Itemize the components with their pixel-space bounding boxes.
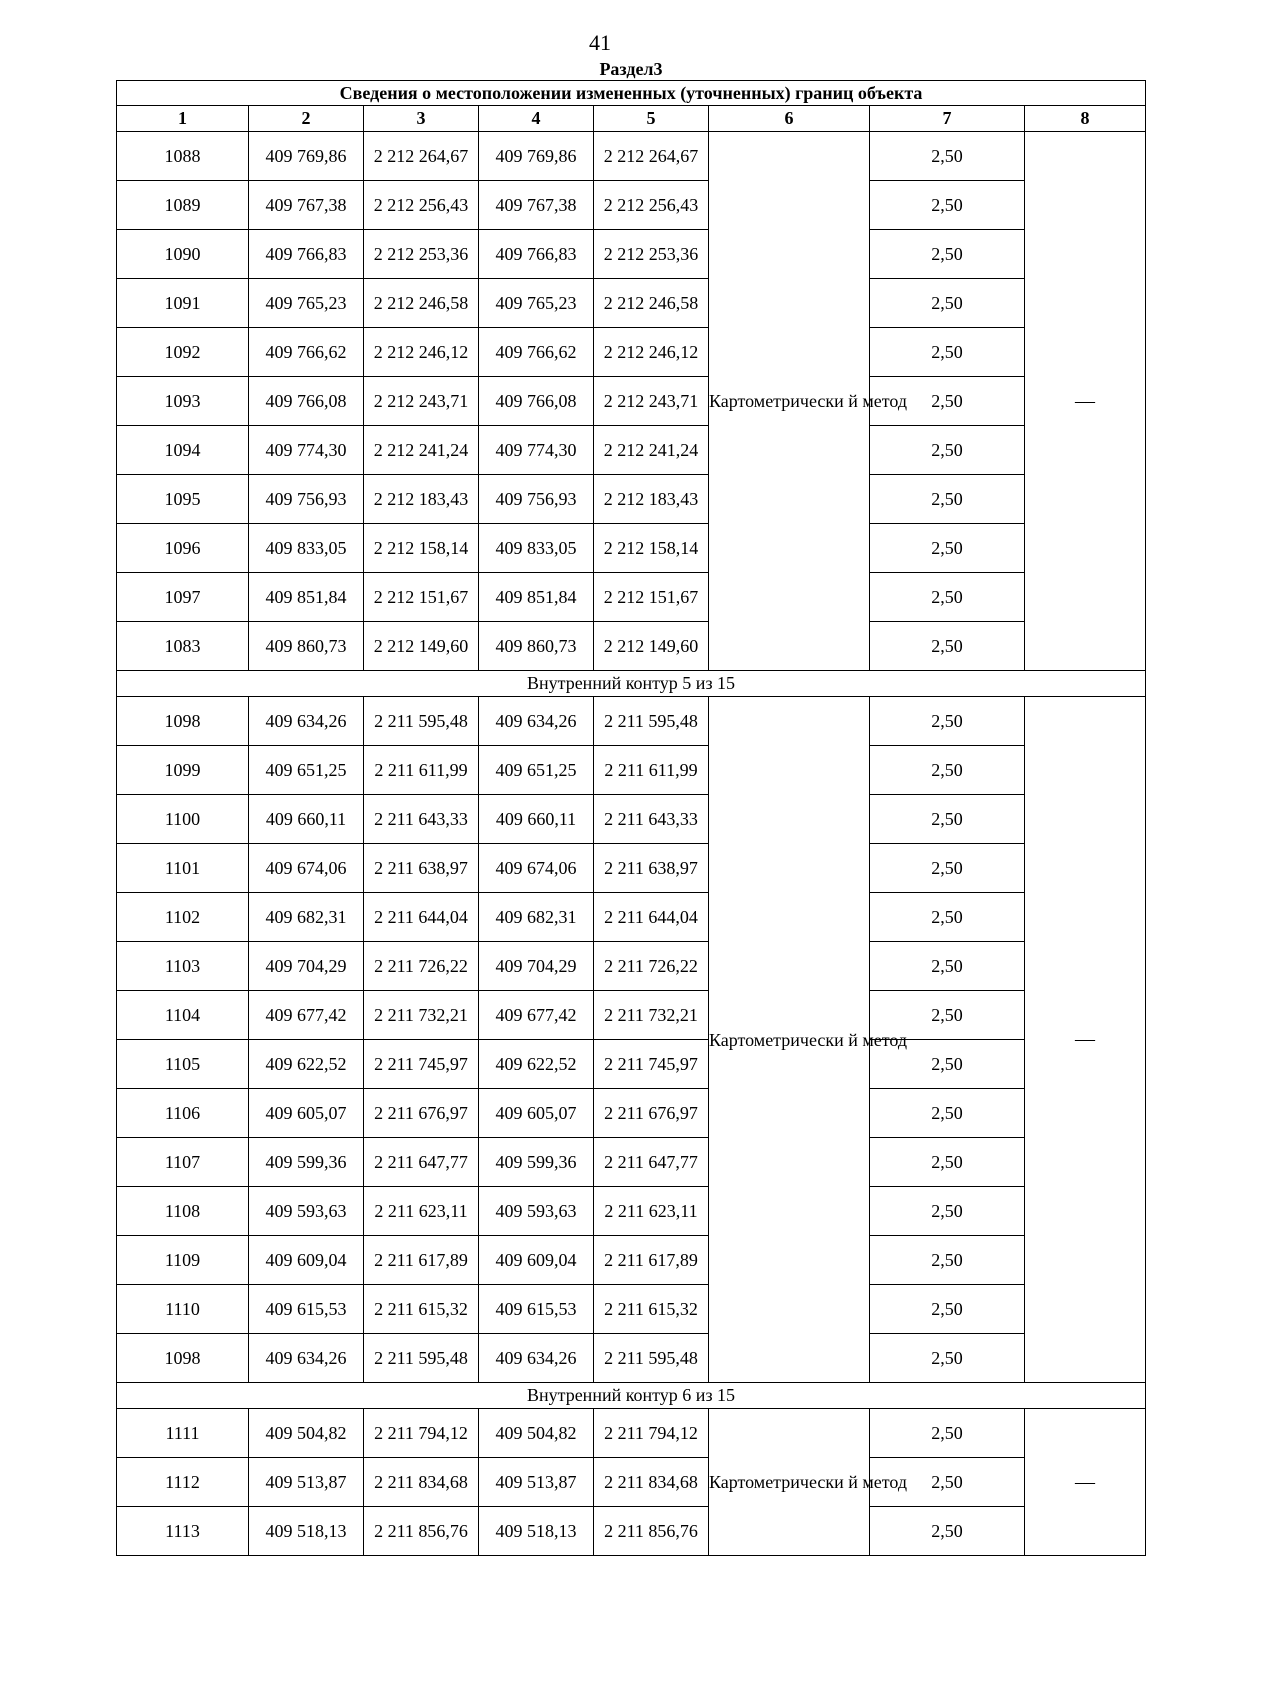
table-row <box>117 1040 1146 1089</box>
table-row <box>117 1138 1146 1187</box>
boundary-coordinates-table <box>116 80 1146 1556</box>
x-existing-cell: 409 677,42 <box>249 991 364 1040</box>
method-cell: Картометрически й метод <box>709 1409 870 1556</box>
table-row <box>117 795 1146 844</box>
contour-header-row <box>117 671 1146 697</box>
accuracy-cell: 2,50 <box>870 181 1025 230</box>
table-row <box>117 697 1146 746</box>
column-number-row <box>117 106 1146 132</box>
table-row <box>117 573 1146 622</box>
point-number-cell: 1095 <box>117 475 249 524</box>
accuracy-cell: 2,50 <box>870 377 1025 426</box>
x-new-cell: 409 766,08 <box>479 377 594 426</box>
accuracy-cell: 2,50 <box>870 1409 1025 1458</box>
x-new-cell: 409 634,26 <box>479 697 594 746</box>
table-body <box>117 132 1146 1556</box>
y-new-cell: 2 212 183,43 <box>594 475 709 524</box>
table-row <box>117 1409 1146 1458</box>
column-number-6: 6 <box>709 106 870 132</box>
y-existing-cell: 2 212 243,71 <box>364 377 479 426</box>
x-new-cell: 409 622,52 <box>479 1040 594 1089</box>
table-row <box>117 426 1146 475</box>
accuracy-cell: 2,50 <box>870 1507 1025 1556</box>
point-number-cell: 1104 <box>117 991 249 1040</box>
x-existing-cell: 409 674,06 <box>249 844 364 893</box>
point-number-cell: 1090 <box>117 230 249 279</box>
y-existing-cell: 2 211 623,11 <box>364 1187 479 1236</box>
column-number-5: 5 <box>594 106 709 132</box>
x-new-cell: 409 593,63 <box>479 1187 594 1236</box>
point-number-cell: 1099 <box>117 746 249 795</box>
y-new-cell: 2 211 644,04 <box>594 893 709 942</box>
column-number-7: 7 <box>870 106 1025 132</box>
y-existing-cell: 2 211 595,48 <box>364 1334 479 1383</box>
y-existing-cell: 2 212 158,14 <box>364 524 479 573</box>
x-new-cell: 409 774,30 <box>479 426 594 475</box>
x-new-cell: 409 704,29 <box>479 942 594 991</box>
table-row <box>117 1236 1146 1285</box>
x-existing-cell: 409 851,84 <box>249 573 364 622</box>
table-row <box>117 377 1146 426</box>
x-new-cell: 409 609,04 <box>479 1236 594 1285</box>
accuracy-cell: 2,50 <box>870 697 1025 746</box>
y-existing-cell: 2 212 246,58 <box>364 279 479 328</box>
y-existing-cell: 2 211 615,32 <box>364 1285 479 1334</box>
x-new-cell: 409 504,82 <box>479 1409 594 1458</box>
y-new-cell: 2 211 745,97 <box>594 1040 709 1089</box>
table-row <box>117 844 1146 893</box>
accuracy-cell: 2,50 <box>870 746 1025 795</box>
x-existing-cell: 409 651,25 <box>249 746 364 795</box>
accuracy-cell: 2,50 <box>870 1236 1025 1285</box>
table-row <box>117 1458 1146 1507</box>
y-existing-cell: 2 211 638,97 <box>364 844 479 893</box>
note-cell: — <box>1025 1409 1146 1556</box>
column-number-4: 4 <box>479 106 594 132</box>
table-row <box>117 475 1146 524</box>
x-new-cell: 409 765,23 <box>479 279 594 328</box>
x-existing-cell: 409 634,26 <box>249 1334 364 1383</box>
y-new-cell: 2 211 726,22 <box>594 942 709 991</box>
y-existing-cell: 2 211 726,22 <box>364 942 479 991</box>
y-new-cell: 2 211 615,32 <box>594 1285 709 1334</box>
y-new-cell: 2 211 595,48 <box>594 697 709 746</box>
column-number-8: 8 <box>1025 106 1146 132</box>
accuracy-cell: 2,50 <box>870 132 1025 181</box>
x-new-cell: 409 513,87 <box>479 1458 594 1507</box>
y-existing-cell: 2 211 611,99 <box>364 746 479 795</box>
contour-label: Внутренний контур 5 из 15 <box>117 671 1146 697</box>
column-number-1: 1 <box>117 106 249 132</box>
table-row <box>117 622 1146 671</box>
y-existing-cell: 2 212 149,60 <box>364 622 479 671</box>
y-new-cell: 2 212 149,60 <box>594 622 709 671</box>
point-number-cell: 1111 <box>117 1409 249 1458</box>
y-new-cell: 2 212 246,58 <box>594 279 709 328</box>
x-existing-cell: 409 599,36 <box>249 1138 364 1187</box>
x-existing-cell: 409 767,38 <box>249 181 364 230</box>
y-existing-cell: 2 212 253,36 <box>364 230 479 279</box>
note-cell: — <box>1025 132 1146 671</box>
point-number-cell: 1100 <box>117 795 249 844</box>
point-number-cell: 1091 <box>117 279 249 328</box>
point-number-cell: 1107 <box>117 1138 249 1187</box>
point-number-cell: 1110 <box>117 1285 249 1334</box>
y-new-cell: 2 212 246,12 <box>594 328 709 377</box>
table-row <box>117 279 1146 328</box>
x-existing-cell: 409 766,62 <box>249 328 364 377</box>
point-number-cell: 1098 <box>117 697 249 746</box>
x-new-cell: 409 674,06 <box>479 844 594 893</box>
accuracy-cell: 2,50 <box>870 328 1025 377</box>
y-existing-cell: 2 211 745,97 <box>364 1040 479 1089</box>
accuracy-cell: 2,50 <box>870 844 1025 893</box>
y-existing-cell: 2 211 732,21 <box>364 991 479 1040</box>
x-new-cell: 409 651,25 <box>479 746 594 795</box>
point-number-cell: 1113 <box>117 1507 249 1556</box>
section-label: Раздел3 <box>599 59 663 79</box>
point-number-cell: 1088 <box>117 132 249 181</box>
accuracy-cell: 2,50 <box>870 1138 1025 1187</box>
point-number-cell: 1092 <box>117 328 249 377</box>
accuracy-cell: 2,50 <box>870 1089 1025 1138</box>
x-new-cell: 409 851,84 <box>479 573 594 622</box>
point-number-cell: 1097 <box>117 573 249 622</box>
y-existing-cell: 2 211 856,76 <box>364 1507 479 1556</box>
table-caption: Сведения о местоположении измененных (уточненных) границ объекта <box>117 81 1146 106</box>
x-new-cell: 409 769,86 <box>479 132 594 181</box>
y-new-cell: 2 212 256,43 <box>594 181 709 230</box>
point-number-cell: 1096 <box>117 524 249 573</box>
x-new-cell: 409 605,07 <box>479 1089 594 1138</box>
x-existing-cell: 409 769,86 <box>249 132 364 181</box>
y-existing-cell: 2 211 644,04 <box>364 893 479 942</box>
accuracy-cell: 2,50 <box>870 991 1025 1040</box>
x-existing-cell: 409 682,31 <box>249 893 364 942</box>
y-existing-cell: 2 211 676,97 <box>364 1089 479 1138</box>
table-row <box>117 1285 1146 1334</box>
y-new-cell: 2 212 151,67 <box>594 573 709 622</box>
point-number-cell: 1094 <box>117 426 249 475</box>
y-new-cell: 2 211 647,77 <box>594 1138 709 1187</box>
x-existing-cell: 409 756,93 <box>249 475 364 524</box>
x-existing-cell: 409 518,13 <box>249 1507 364 1556</box>
contour-label: Внутренний контур 6 из 15 <box>117 1383 1146 1409</box>
x-existing-cell: 409 860,73 <box>249 622 364 671</box>
y-existing-cell: 2 211 834,68 <box>364 1458 479 1507</box>
accuracy-cell: 2,50 <box>870 230 1025 279</box>
point-number-cell: 1105 <box>117 1040 249 1089</box>
table-row <box>117 942 1146 991</box>
point-number-cell: 1102 <box>117 893 249 942</box>
table-row <box>117 1089 1146 1138</box>
x-existing-cell: 409 504,82 <box>249 1409 364 1458</box>
accuracy-cell: 2,50 <box>870 1334 1025 1383</box>
y-new-cell: 2 211 623,11 <box>594 1187 709 1236</box>
column-number-3: 3 <box>364 106 479 132</box>
y-existing-cell: 2 212 246,12 <box>364 328 479 377</box>
accuracy-cell: 2,50 <box>870 942 1025 991</box>
point-number-cell: 1106 <box>117 1089 249 1138</box>
table-row <box>117 1507 1146 1556</box>
y-existing-cell: 2 212 183,43 <box>364 475 479 524</box>
point-number-cell: 1103 <box>117 942 249 991</box>
table-row <box>117 1334 1146 1383</box>
accuracy-cell: 2,50 <box>870 795 1025 844</box>
table-row <box>117 132 1146 181</box>
y-new-cell: 2 212 264,67 <box>594 132 709 181</box>
accuracy-cell: 2,50 <box>870 1285 1025 1334</box>
x-new-cell: 409 677,42 <box>479 991 594 1040</box>
x-existing-cell: 409 622,52 <box>249 1040 364 1089</box>
x-new-cell: 409 860,73 <box>479 622 594 671</box>
y-existing-cell: 2 211 647,77 <box>364 1138 479 1187</box>
y-existing-cell: 2 212 264,67 <box>364 132 479 181</box>
y-new-cell: 2 211 856,76 <box>594 1507 709 1556</box>
x-new-cell: 409 615,53 <box>479 1285 594 1334</box>
table-row <box>117 746 1146 795</box>
y-new-cell: 2 211 617,89 <box>594 1236 709 1285</box>
y-new-cell: 2 211 794,12 <box>594 1409 709 1458</box>
accuracy-cell: 2,50 <box>870 893 1025 942</box>
accuracy-cell: 2,50 <box>870 475 1025 524</box>
point-number-cell: 1083 <box>117 622 249 671</box>
accuracy-cell: 2,50 <box>870 279 1025 328</box>
point-number-cell: 1089 <box>117 181 249 230</box>
table-row <box>117 1187 1146 1236</box>
table-row <box>117 893 1146 942</box>
x-existing-cell: 409 704,29 <box>249 942 364 991</box>
x-new-cell: 409 660,11 <box>479 795 594 844</box>
x-new-cell: 409 756,93 <box>479 475 594 524</box>
y-new-cell: 2 211 611,99 <box>594 746 709 795</box>
page-number: 41 <box>589 30 611 55</box>
y-new-cell: 2 211 732,21 <box>594 991 709 1040</box>
x-existing-cell: 409 766,83 <box>249 230 364 279</box>
table-row <box>117 230 1146 279</box>
y-new-cell: 2 211 834,68 <box>594 1458 709 1507</box>
table-row <box>117 328 1146 377</box>
y-new-cell: 2 211 638,97 <box>594 844 709 893</box>
y-new-cell: 2 212 241,24 <box>594 426 709 475</box>
y-existing-cell: 2 212 151,67 <box>364 573 479 622</box>
y-new-cell: 2 212 253,36 <box>594 230 709 279</box>
x-existing-cell: 409 609,04 <box>249 1236 364 1285</box>
x-new-cell: 409 766,62 <box>479 328 594 377</box>
table-row <box>117 991 1146 1040</box>
point-number-cell: 1098 <box>117 1334 249 1383</box>
y-existing-cell: 2 211 794,12 <box>364 1409 479 1458</box>
x-existing-cell: 409 634,26 <box>249 697 364 746</box>
point-number-cell: 1109 <box>117 1236 249 1285</box>
accuracy-cell: 2,50 <box>870 573 1025 622</box>
accuracy-cell: 2,50 <box>870 622 1025 671</box>
x-existing-cell: 409 774,30 <box>249 426 364 475</box>
y-existing-cell: 2 211 643,33 <box>364 795 479 844</box>
point-number-cell: 1101 <box>117 844 249 893</box>
accuracy-cell: 2,50 <box>870 1040 1025 1089</box>
note-cell: — <box>1025 697 1146 1383</box>
accuracy-cell: 2,50 <box>870 426 1025 475</box>
column-number-2: 2 <box>249 106 364 132</box>
x-existing-cell: 409 765,23 <box>249 279 364 328</box>
x-existing-cell: 409 615,53 <box>249 1285 364 1334</box>
accuracy-cell: 2,50 <box>870 524 1025 573</box>
point-number-cell: 1108 <box>117 1187 249 1236</box>
x-new-cell: 409 766,83 <box>479 230 594 279</box>
x-existing-cell: 409 660,11 <box>249 795 364 844</box>
method-cell: Картометрически й метод <box>709 132 870 671</box>
x-new-cell: 409 634,26 <box>479 1334 594 1383</box>
table-row <box>117 524 1146 573</box>
accuracy-cell: 2,50 <box>870 1458 1025 1507</box>
method-cell: Картометрически й метод <box>709 697 870 1383</box>
x-existing-cell: 409 513,87 <box>249 1458 364 1507</box>
y-new-cell: 2 211 643,33 <box>594 795 709 844</box>
y-new-cell: 2 211 595,48 <box>594 1334 709 1383</box>
point-number-cell: 1093 <box>117 377 249 426</box>
point-number-cell: 1112 <box>117 1458 249 1507</box>
x-new-cell: 409 682,31 <box>479 893 594 942</box>
y-existing-cell: 2 212 241,24 <box>364 426 479 475</box>
x-existing-cell: 409 766,08 <box>249 377 364 426</box>
y-existing-cell: 2 211 617,89 <box>364 1236 479 1285</box>
contour-header-row <box>117 1383 1146 1409</box>
table-row <box>117 181 1146 230</box>
x-new-cell: 409 599,36 <box>479 1138 594 1187</box>
x-existing-cell: 409 593,63 <box>249 1187 364 1236</box>
y-new-cell: 2 211 676,97 <box>594 1089 709 1138</box>
x-new-cell: 409 518,13 <box>479 1507 594 1556</box>
y-existing-cell: 2 211 595,48 <box>364 697 479 746</box>
x-new-cell: 409 833,05 <box>479 524 594 573</box>
y-existing-cell: 2 212 256,43 <box>364 181 479 230</box>
accuracy-cell: 2,50 <box>870 1187 1025 1236</box>
x-new-cell: 409 767,38 <box>479 181 594 230</box>
y-new-cell: 2 212 158,14 <box>594 524 709 573</box>
x-existing-cell: 409 833,05 <box>249 524 364 573</box>
x-existing-cell: 409 605,07 <box>249 1089 364 1138</box>
y-new-cell: 2 212 243,71 <box>594 377 709 426</box>
